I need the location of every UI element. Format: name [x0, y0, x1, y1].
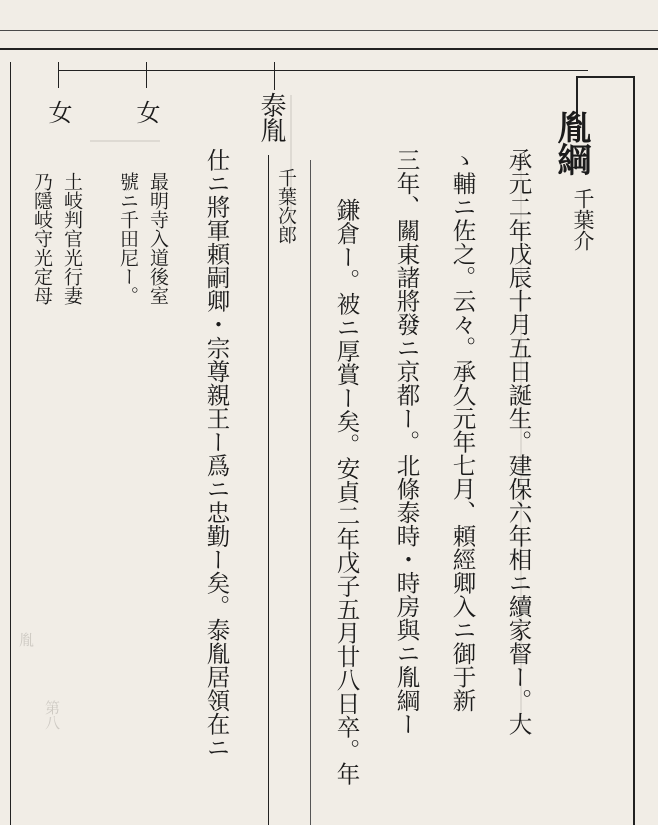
child-text-col-1: 仕ニ將軍頼嗣卿・宗尊親王ー爲ニ忠勤ー矣。泰胤居領在ニ — [202, 148, 231, 759]
show-through-rule — [90, 140, 160, 142]
drop-line-daughter-2 — [58, 62, 59, 88]
child-title: 千葉次郎 — [275, 168, 297, 244]
top-rule-upper — [0, 30, 658, 31]
faint-mark: 胤 — [17, 632, 35, 647]
column-divider — [268, 155, 269, 825]
top-rule-lower — [0, 48, 658, 50]
entry-bracket-right — [633, 76, 635, 825]
drop-line-yasutane — [274, 62, 275, 90]
entry-text-col-1: 承元二年戊辰十月五日誕生。建保六年相ニ續家督ー。大 — [504, 148, 533, 736]
daughter-2-text-col-2: 乃隱岐守光定母 — [31, 172, 53, 305]
entry-text-col-3: 三年、關東諸將發ニ京都ー。北條泰時・時房與ニ胤綱ー — [392, 148, 421, 736]
daughter-1-text-col-1: 最明寺入道後室 — [147, 172, 169, 305]
column-divider — [310, 160, 311, 825]
daughter-1-text-col-2: 號ニ千田尼ー。 — [117, 172, 139, 305]
entry-text-col-2: ゝ輔ニ佐之。云々。承久元年七月、頼經卿入ニ御于新 — [448, 148, 477, 712]
daughter-2-text-col-1: 土岐判官光行妻 — [61, 172, 83, 305]
entry-name: 胤綱 — [551, 110, 591, 174]
entry-text-col-4: 鎌倉ー。被ニ厚賞ー矣。安貞二年戊子五月廿八日卒。年 — [332, 198, 361, 786]
entry-title: 千葉介 — [571, 188, 595, 251]
left-margin-line — [10, 62, 11, 825]
lineage-connector — [58, 70, 588, 71]
child-name: 泰胤 — [256, 92, 286, 142]
faint-mark: 第八 — [43, 700, 61, 730]
entry-bracket-top — [576, 76, 634, 78]
drop-line-daughter-1 — [146, 62, 147, 88]
daughter-2-label: 女 — [44, 100, 72, 124]
daughter-1-label: 女 — [132, 100, 160, 124]
